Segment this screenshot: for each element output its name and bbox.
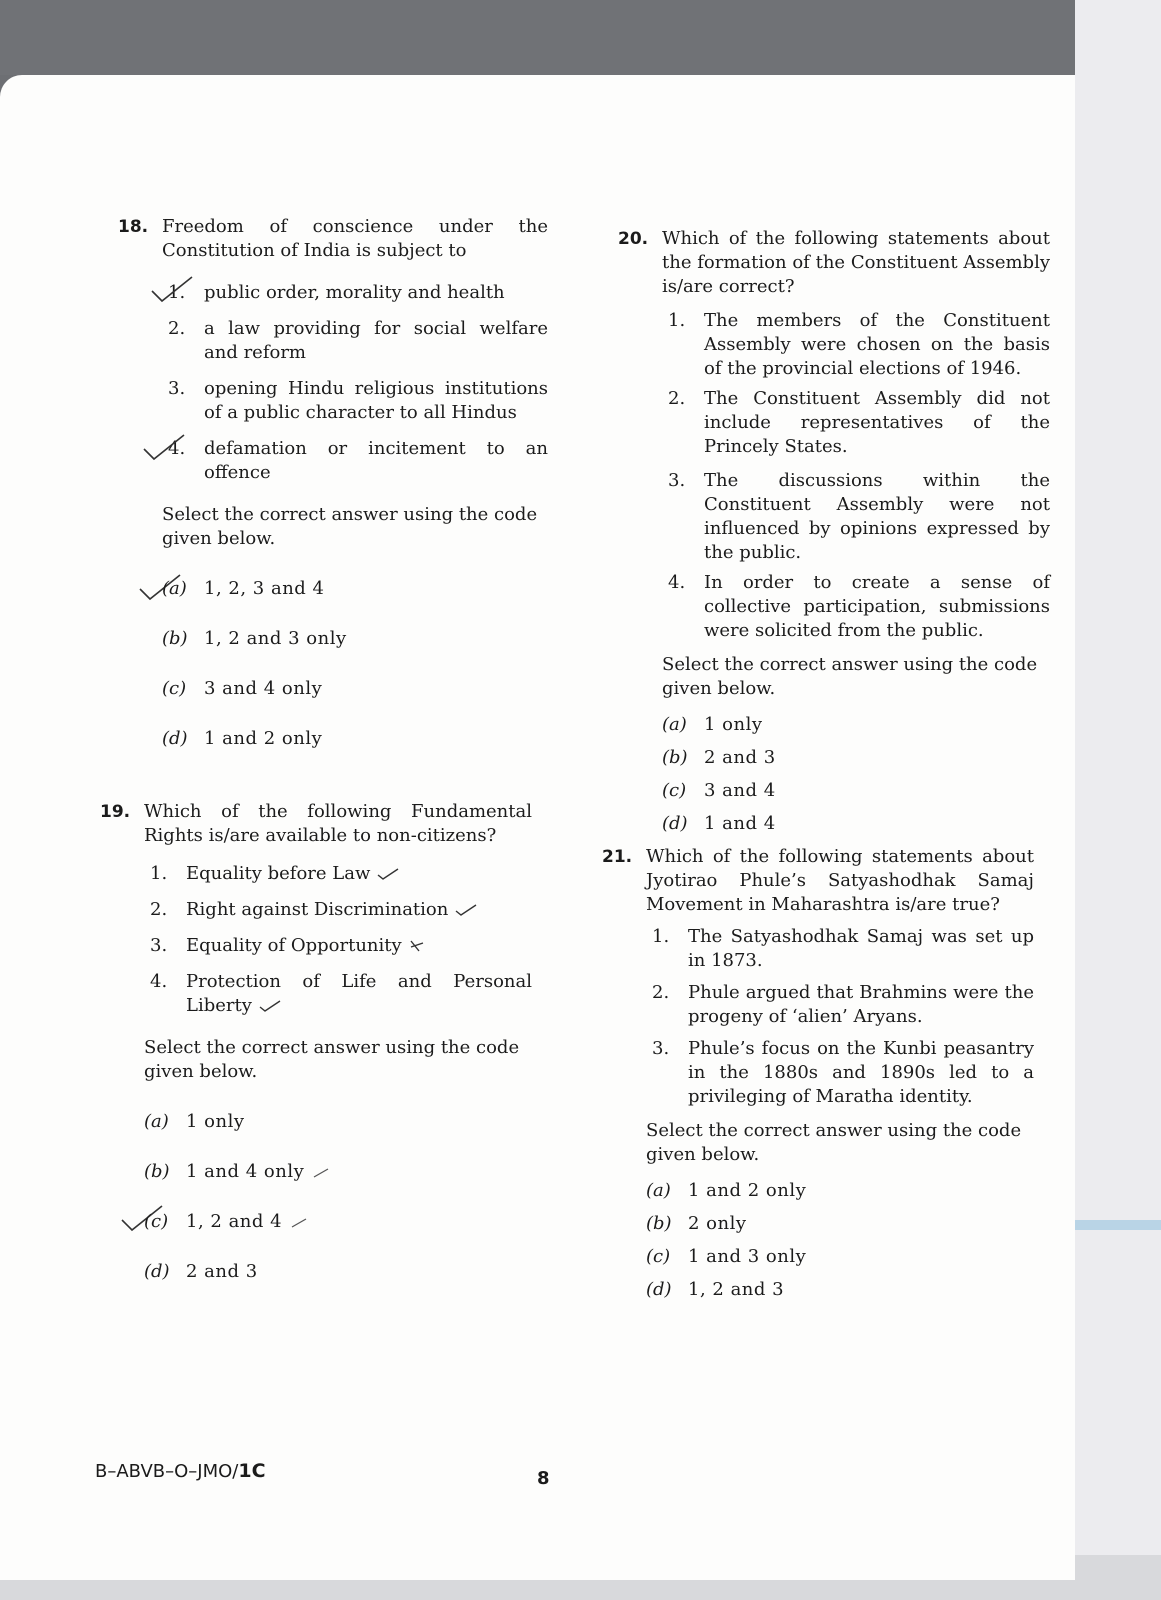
statement-text: opening Hindu religious institutions of a public character to all Hindus [204, 378, 548, 423]
option-c[interactable] [118, 677, 548, 701]
answer-instruction: Select the correct answer using the code given below. [162, 504, 538, 549]
option-text: 1 and 3 only [688, 1246, 807, 1267]
statement-text: Protection of Life and Personal Liberty [186, 971, 532, 1016]
statement-3: 3. The discussions within the Constituent Assembly were not influenced by opinions expressed by the public. [668, 470, 1050, 563]
handwritten-slash-icon [288, 1215, 312, 1229]
statement-3: 3. Phule’s focus on the Kunbi peasantry in the 1880s and 1890s led to a privileging of Maratha identity. [652, 1038, 1034, 1107]
option-c[interactable] [602, 1245, 1034, 1269]
scan-background-top [0, 0, 1161, 75]
option-d[interactable] [100, 1260, 532, 1284]
option-text: 1 and 4 [704, 813, 776, 834]
page-number: 8 [537, 1468, 550, 1489]
option-a[interactable] [618, 713, 1050, 737]
option-text: 2 and 3 [704, 747, 776, 768]
option-label: (b) [144, 1161, 170, 1182]
statement-text: Phule argued that Brahmins were the progeny of ‘alien’ Aryans. [688, 982, 1034, 1027]
option-a[interactable] [602, 1179, 1034, 1203]
statement-text: a law providing for social welfare and reform [204, 318, 548, 363]
statement-text: public order, morality and health [204, 282, 505, 303]
statement-4: 4. In order to create a sense of collective participation, submissions were solicited from the public. [668, 572, 1050, 641]
option-label: (d) [646, 1279, 672, 1300]
question-20 [618, 227, 1050, 836]
exam-page [0, 75, 1075, 1580]
option-d[interactable] [602, 1278, 1034, 1302]
option-text: 1, 2, 3 and 4 [204, 578, 325, 599]
option-label: (a) [144, 1111, 169, 1132]
statement-3: 3. opening Hindu religious institutions of a public character to all Hindus [168, 378, 548, 423]
statement-1: 1. The members of the Constituent Assembly were chosen on the basis of the provincial elections of 1946. [668, 310, 1050, 379]
statement-text: The discussions within the Constituent Assembly were not influenced by opinions expressed by the public. [704, 470, 1050, 563]
statement-text: The Satyashodhak Samaj was set up in 1873. [688, 926, 1034, 971]
question-stem: Which of the following statements about the formation of the Constituent Assembly is/are correct? [662, 228, 1050, 297]
option-b[interactable] [118, 627, 548, 651]
option-text: 2 and 3 [186, 1261, 258, 1282]
handwritten-tick-icon [148, 273, 196, 305]
option-a[interactable] [100, 1110, 532, 1134]
option-d[interactable] [618, 812, 1050, 836]
statement-3: 3. Equality of Opportunity [100, 934, 532, 958]
statement-text: Equality before Law [186, 863, 371, 884]
option-b[interactable] [618, 746, 1050, 770]
question-21 [602, 845, 1034, 1302]
question-number: 20. [618, 229, 649, 249]
option-text: 3 and 4 [704, 780, 776, 801]
statement-text: The Constituent Assembly did not include representatives of the Princely States. [704, 388, 1050, 457]
option-b[interactable] [100, 1160, 532, 1184]
scan-background-right [1075, 0, 1161, 1600]
statement-text: The members of the Constituent Assembly were chosen on the basis of the provincial elections of 1946. [704, 310, 1050, 379]
handwritten-tick-icon [454, 903, 478, 917]
question-number: 19. [100, 802, 131, 822]
option-c[interactable] [100, 1210, 532, 1234]
option-c[interactable] [618, 779, 1050, 803]
statement-2: 2. a law providing for social welfare and reform [168, 318, 548, 363]
option-label: (d) [162, 728, 188, 749]
option-text: 1 and 2 only [204, 728, 323, 749]
statement-text: Equality of Opportunity [186, 935, 402, 956]
option-label: (c) [662, 780, 687, 801]
option-label: (a) [162, 578, 187, 599]
option-text: 2 only [688, 1213, 747, 1234]
option-label: (a) [662, 714, 687, 735]
question-stem: Freedom of conscience under the Constitution of India is subject to [162, 216, 548, 261]
statement-1: 1. The Satyashodhak Samaj was set up in 1873. [652, 926, 1034, 971]
statement-2: 2. The Constituent Assembly did not include representatives of the Princely States. [668, 388, 1050, 457]
option-text: 1 and 4 only [186, 1161, 305, 1182]
handwritten-slash-icon [310, 1165, 334, 1179]
option-a[interactable] [118, 577, 548, 601]
option-label: (c) [144, 1211, 169, 1232]
option-label: (c) [646, 1246, 671, 1267]
handwritten-tick-icon [376, 867, 400, 881]
question-stem: Which of the following statements about Jyotirao Phule’s Satyashodhak Samaj Movement in Maharashtra is/are true? [646, 846, 1034, 915]
option-text: 3 and 4 only [204, 678, 323, 699]
handwritten-cross-icon [407, 939, 431, 953]
statement-4: 4. Protection of Life and Personal Liberty [150, 971, 532, 1016]
option-text: 1 and 2 only [688, 1180, 807, 1201]
handwritten-tick-icon [140, 431, 188, 463]
option-text: 1, 2 and 3 only [204, 628, 347, 649]
statement-text: Right against Discrimination [186, 899, 449, 920]
option-text: 1, 2 and 3 [688, 1279, 785, 1300]
question-18 [118, 215, 548, 751]
answer-instruction: Select the correct answer using the code given below. [646, 1120, 1022, 1165]
option-label: (d) [662, 813, 688, 834]
option-b[interactable] [602, 1212, 1034, 1236]
option-label: (a) [646, 1180, 671, 1201]
option-label: (b) [662, 747, 688, 768]
statement-text: Phule’s focus on the Kunbi peasantry in the 1880s and 1890s led to a privileging of Maratha identity. [688, 1038, 1034, 1107]
option-text: 1, 2 and 4 [186, 1211, 283, 1232]
statement-number: 1. [168, 282, 186, 303]
option-text: 1 only [186, 1111, 245, 1132]
statement-1: 1. Equality before Law [100, 862, 532, 886]
option-label: (d) [144, 1261, 170, 1282]
question-number: 21. [602, 847, 633, 867]
question-19 [100, 800, 532, 1284]
question-number: 18. [118, 217, 149, 237]
statement-2: 2. Phule argued that Brahmins were the progeny of ‘alien’ Aryans. [652, 982, 1034, 1027]
statement-2: 2. Right against Discrimination [100, 898, 532, 922]
booklet-code: B–ABVB–O–JMO/1C [95, 1460, 266, 1482]
option-d[interactable] [118, 727, 548, 751]
statement-text: In order to create a sense of collective participation, submissions were solicited from the public. [704, 572, 1050, 641]
statement-4: 4. defamation or incitement to an offence [118, 437, 548, 485]
option-text: 1 only [704, 714, 763, 735]
statement-1 [118, 281, 548, 305]
answer-instruction: Select the correct answer using the code given below. [144, 1037, 520, 1082]
option-label: (b) [646, 1213, 672, 1234]
question-stem: Which of the following Fundamental Rights is/are available to non-citizens? [144, 801, 532, 846]
option-label: (c) [162, 678, 187, 699]
option-label: (b) [162, 628, 188, 649]
handwritten-tick-icon [258, 999, 282, 1013]
answer-instruction: Select the correct answer using the code given below. [662, 654, 1038, 699]
statement-text: defamation or incitement to an offence [204, 438, 548, 483]
